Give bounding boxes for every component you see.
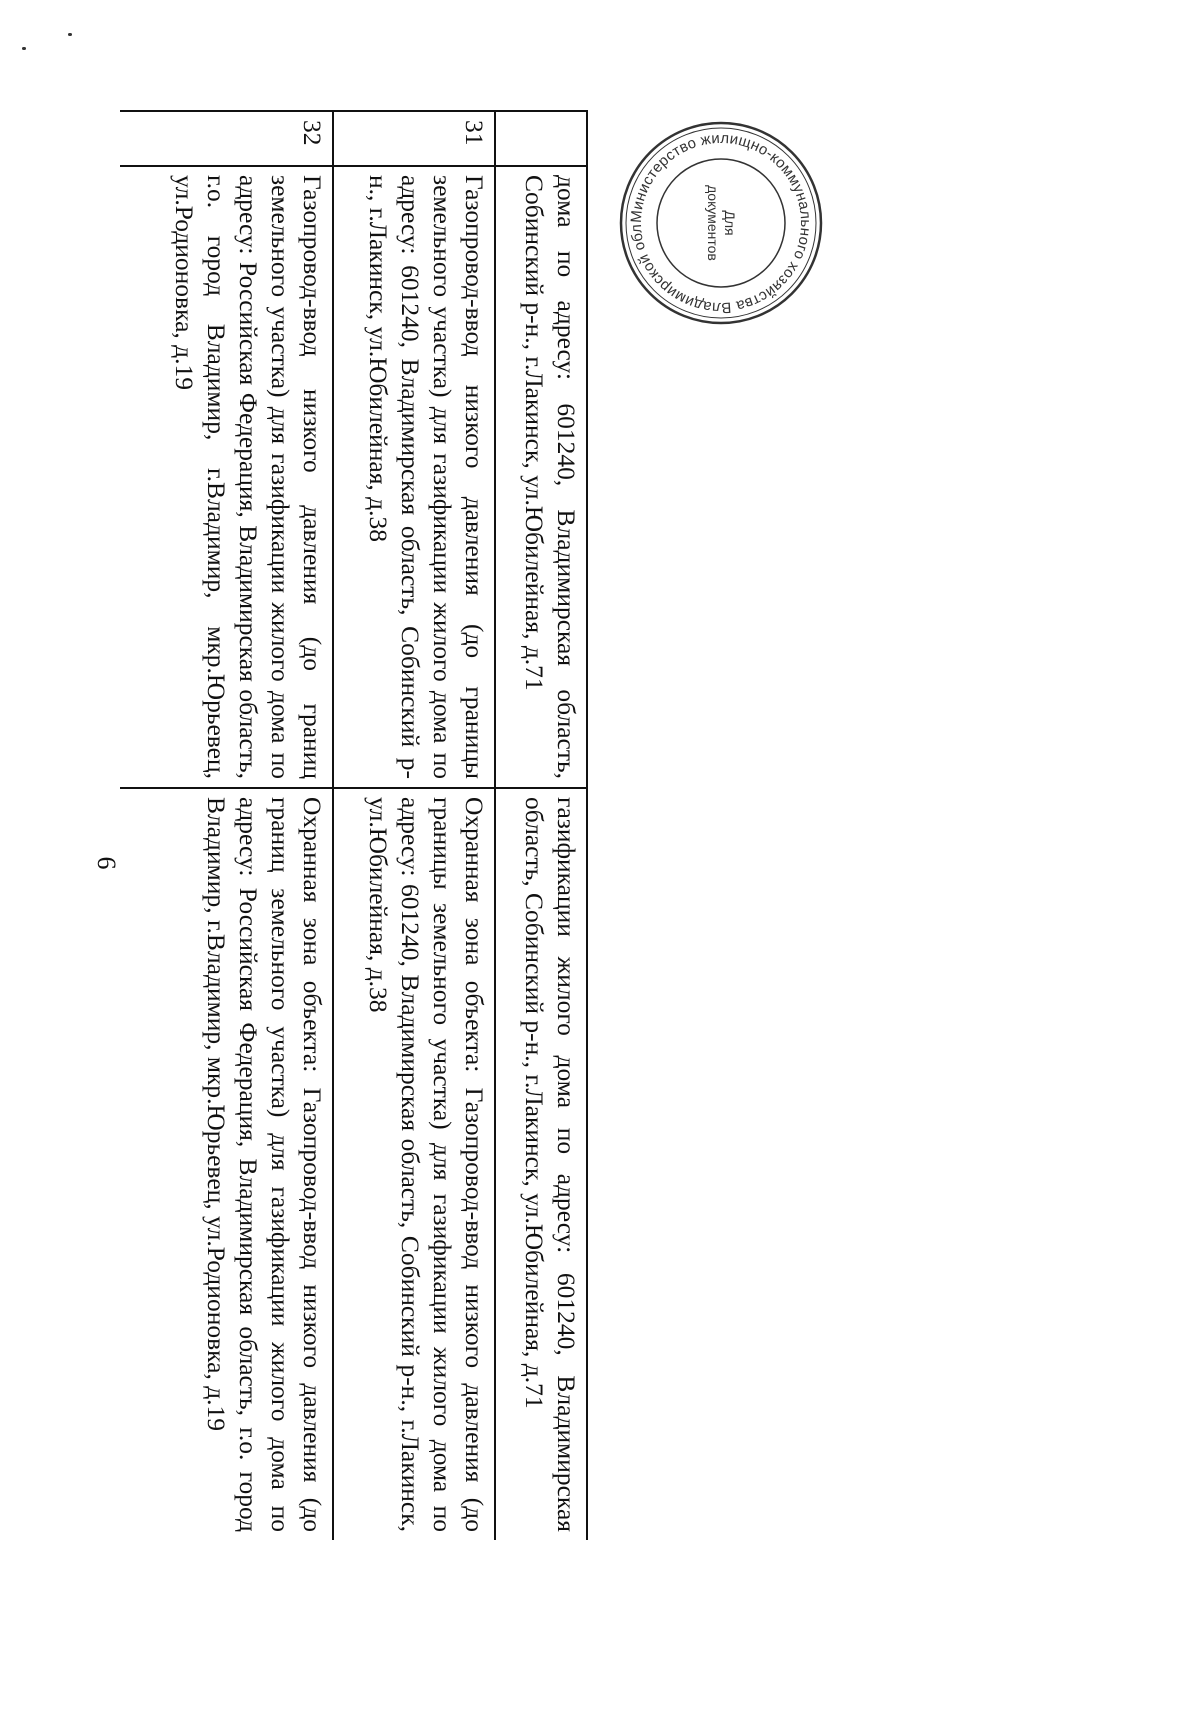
protection-zone-cell: газификации жилого дома по адресу: 601240, Владимирская область, Собинский р-н., г.Лакинск, ул.Юбилейная, д.71 <box>495 788 587 1540</box>
stamp-center-line: документов <box>705 185 721 261</box>
register-table <box>120 110 588 1540</box>
page-number: 6 <box>92 856 121 870</box>
official-stamp <box>616 118 826 328</box>
object-description-cell: Газопровод-ввод низкого давления (до границ земельного участка) для газификации жилого дома по адресу: Российская Федерация, Владимирская область, г.о. город Владимир, г.Владимир, мкр.Юрьевец, ул.Родионовка, д.19 <box>120 166 333 788</box>
table-row <box>495 111 587 1540</box>
table-row <box>333 111 495 1540</box>
stamp-ring-text: Министерство жилищно-коммунального хозяйства Владимирской обл <box>627 129 815 317</box>
object-description-cell: Газопровод-ввод низкого давления (до границы земельного участка) для газификации жилого дома по адресу: 601240, Владимирская область, Собинский р-н., г.Лакинск, ул.Юбилейная, д.38 <box>333 166 495 788</box>
scan-speck <box>68 33 72 36</box>
row-number-cell <box>495 111 587 166</box>
protection-zone-cell: Охранная зона объекта: Газопровод-ввод низкого давления (до границ земельного участка) для газификации жилого дома по адресу: Российская Федерация, Владимирская область, г.о. город Владимир, г.Владимир, мкр.Юрьевец, ул.Родионовка, д.19 <box>120 788 333 1540</box>
stamp-center <box>696 168 746 278</box>
stamp-center-line: Для <box>721 210 738 236</box>
protection-zone-cell: Охранная зона объекта: Газопровод-ввод низкого давления (до границы земельного участка) для газификации жилого дома по адресу: 601240, Владимирская область, Собинский р-н., г.Лакинск, ул.Юбилейная, д.38 <box>333 788 495 1540</box>
table-row <box>120 111 333 1540</box>
register-table-rotated <box>120 110 588 1540</box>
row-number-cell: 32 <box>120 111 333 166</box>
register-table-container <box>120 110 588 1540</box>
row-number-cell: 31 <box>333 111 495 166</box>
scan-speck <box>22 47 26 50</box>
object-description-cell: дома по адресу: 601240, Владимирская область, Собинский р-н., г.Лакинск, ул.Юбилейная, д.71 <box>495 166 587 788</box>
